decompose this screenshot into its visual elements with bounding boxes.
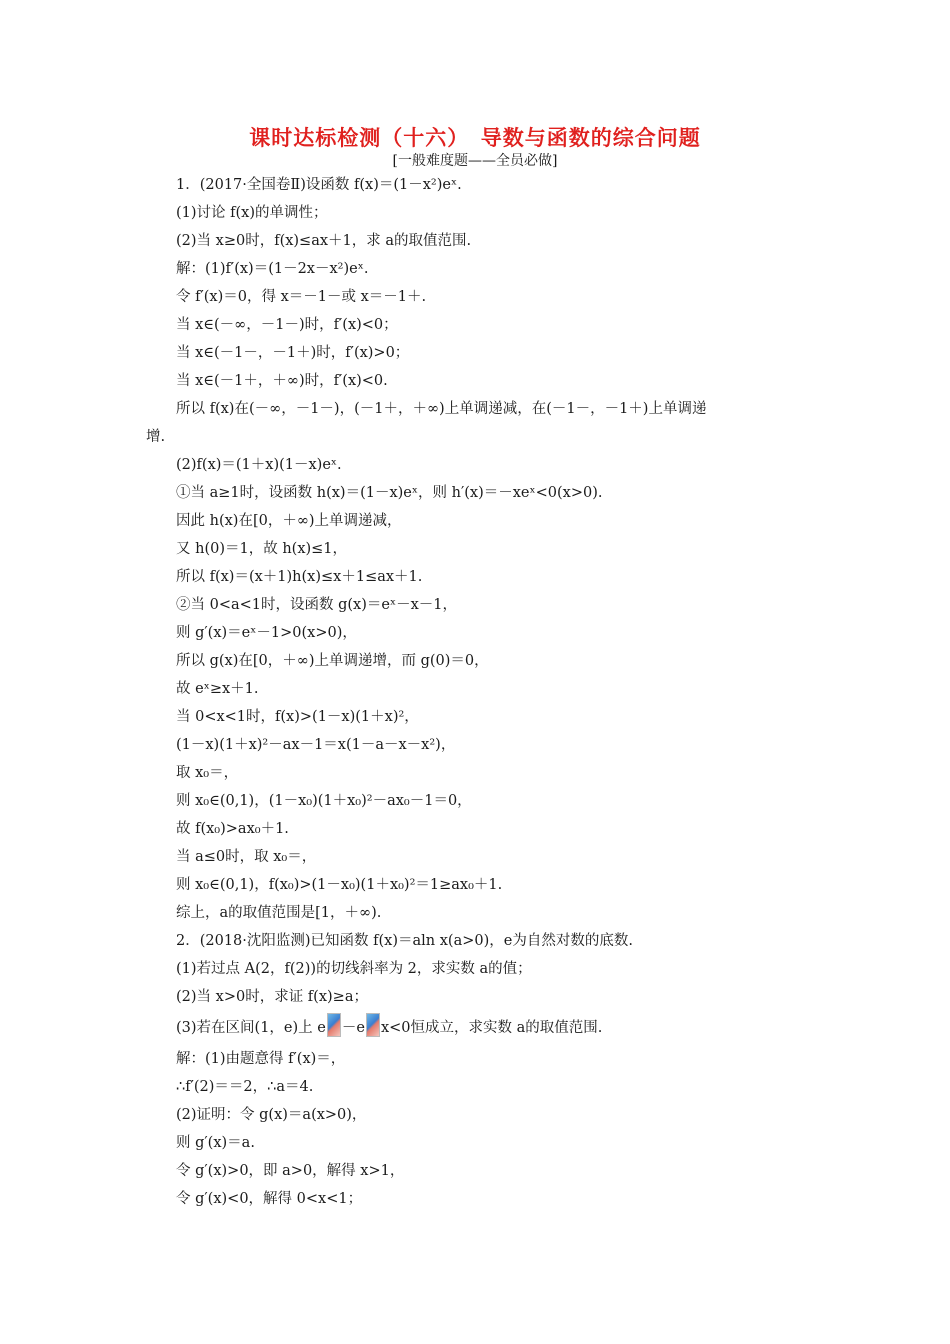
solution-line: 则 g′(x)＝a. bbox=[176, 1135, 255, 1151]
solution-line: 解：(1)f′(x)＝(1－2x－x²)eˣ. bbox=[176, 261, 369, 277]
problem-1-part-2: (2)当 x≥0时，f(x)≤ax＋1，求 a的取值范围. bbox=[176, 233, 472, 249]
problem-1-statement: 1．(2017·全国卷Ⅱ)设函数 f(x)＝(1－x²)eˣ. bbox=[176, 177, 462, 193]
problem-2-part-3 bbox=[146, 1011, 812, 1045]
solution-line: 当 x∈(－∞，－1－)时，f′(x)<0； bbox=[176, 317, 398, 333]
solution-line: 又 h(0)＝1，故 h(x)≤1， bbox=[176, 541, 348, 557]
solution-line: 当 x∈(－1－，－1＋)时，f′(x)>0； bbox=[176, 345, 410, 361]
solution-line: (2)f(x)＝(1＋x)(1－x)eˣ. bbox=[176, 457, 342, 473]
problem-2-part-2: (2)当 x>0时，求证 f(x)≥a； bbox=[176, 989, 368, 1005]
document-body bbox=[146, 171, 812, 1213]
solution-line: ①当 a≥1时，设函数 h(x)＝(1－x)eˣ，则 h′(x)＝－xeˣ<0(x>0). bbox=[176, 485, 603, 501]
solution-line: ∴f′(2)＝＝2，∴a＝4. bbox=[176, 1079, 314, 1095]
solution-line: 则 x₀∈(0,1)，f(x₀)>(1－x₀)(1＋x₀)²＝1≥ax₀＋1. bbox=[176, 877, 503, 893]
problem-1-part-1: (1)讨论 f(x)的单调性； bbox=[176, 205, 328, 221]
solution-line: 所以 g(x)在[0，＋∞)上单调递增，而 g(0)＝0， bbox=[176, 653, 489, 669]
solution-line: 当 0<x<1时，f(x)>(1－x)(1＋x)²， bbox=[176, 709, 419, 725]
solution-line: 令 g′(x)>0，即 a>0，解得 x>1， bbox=[176, 1163, 405, 1179]
text-segment: (3)若在区间(1，e)上 e bbox=[176, 1020, 326, 1036]
solution-line: 因此 h(x)在[0，＋∞)上单调递减， bbox=[176, 513, 402, 529]
solution-line: 令 f′(x)＝0，得 x＝－1－或 x＝－1＋. bbox=[176, 289, 427, 305]
formula-image-icon bbox=[327, 1013, 341, 1037]
solution-line: (2)证明：令 g(x)＝a(x>0)， bbox=[176, 1107, 367, 1123]
solution-line: 当 a≤0时，取 x₀＝， bbox=[176, 849, 317, 865]
solution-line: 则 g′(x)＝eˣ－1>0(x>0)， bbox=[176, 625, 357, 641]
formula-image-icon bbox=[366, 1013, 380, 1037]
solution-line: (1－x)(1＋x)²－ax－1＝x(1－a－x－x²)， bbox=[176, 737, 456, 753]
page-subtitle: [一般难度题——全员必做] bbox=[392, 153, 558, 169]
problem-2-part-1: (1)若过点 A(2，f(2))的切线斜率为 2，求实数 a的值； bbox=[176, 961, 532, 977]
solution-line-continued: 增. bbox=[146, 429, 166, 445]
solution-line: 当 x∈(－1＋，＋∞)时，f′(x)<0. bbox=[176, 373, 388, 389]
solution-line: 取 x₀＝， bbox=[176, 765, 239, 781]
solution-line: 解：(1)由题意得 f′(x)＝， bbox=[176, 1051, 346, 1067]
text-segment: －e bbox=[341, 1020, 365, 1036]
solution-line: ②当 0<a<1时，设函数 g(x)＝eˣ－x－1， bbox=[176, 597, 458, 613]
solution-line: 则 x₀∈(0,1)，(1－x₀)(1＋x₀)²－ax₀－1＝0， bbox=[176, 793, 472, 809]
text-segment: x<0恒成立，求实数 a的取值范围. bbox=[380, 1020, 603, 1036]
problem-2-statement: 2．(2018·沈阳监测)已知函数 f(x)＝aln x(a>0)，e为自然对数的底数. bbox=[176, 933, 633, 949]
solution-line: 综上，a的取值范围是[1，＋∞). bbox=[176, 905, 382, 921]
solution-line: 所以 f(x)在(－∞，－1－)，(－1＋，＋∞)上单调递减，在(－1－，－1＋)上单调递 bbox=[176, 401, 707, 417]
solution-line: 故 f(x₀)>ax₀＋1. bbox=[176, 821, 289, 837]
solution-line: 故 eˣ≥x＋1. bbox=[176, 681, 259, 697]
solution-line: 所以 f(x)＝(x＋1)h(x)≤x＋1≤ax＋1. bbox=[176, 569, 423, 585]
solution-line: 令 g′(x)<0，解得 0<x<1； bbox=[176, 1191, 363, 1207]
page-title: 课时达标检测（十六） 导数与函数的综合问题 bbox=[249, 126, 701, 150]
